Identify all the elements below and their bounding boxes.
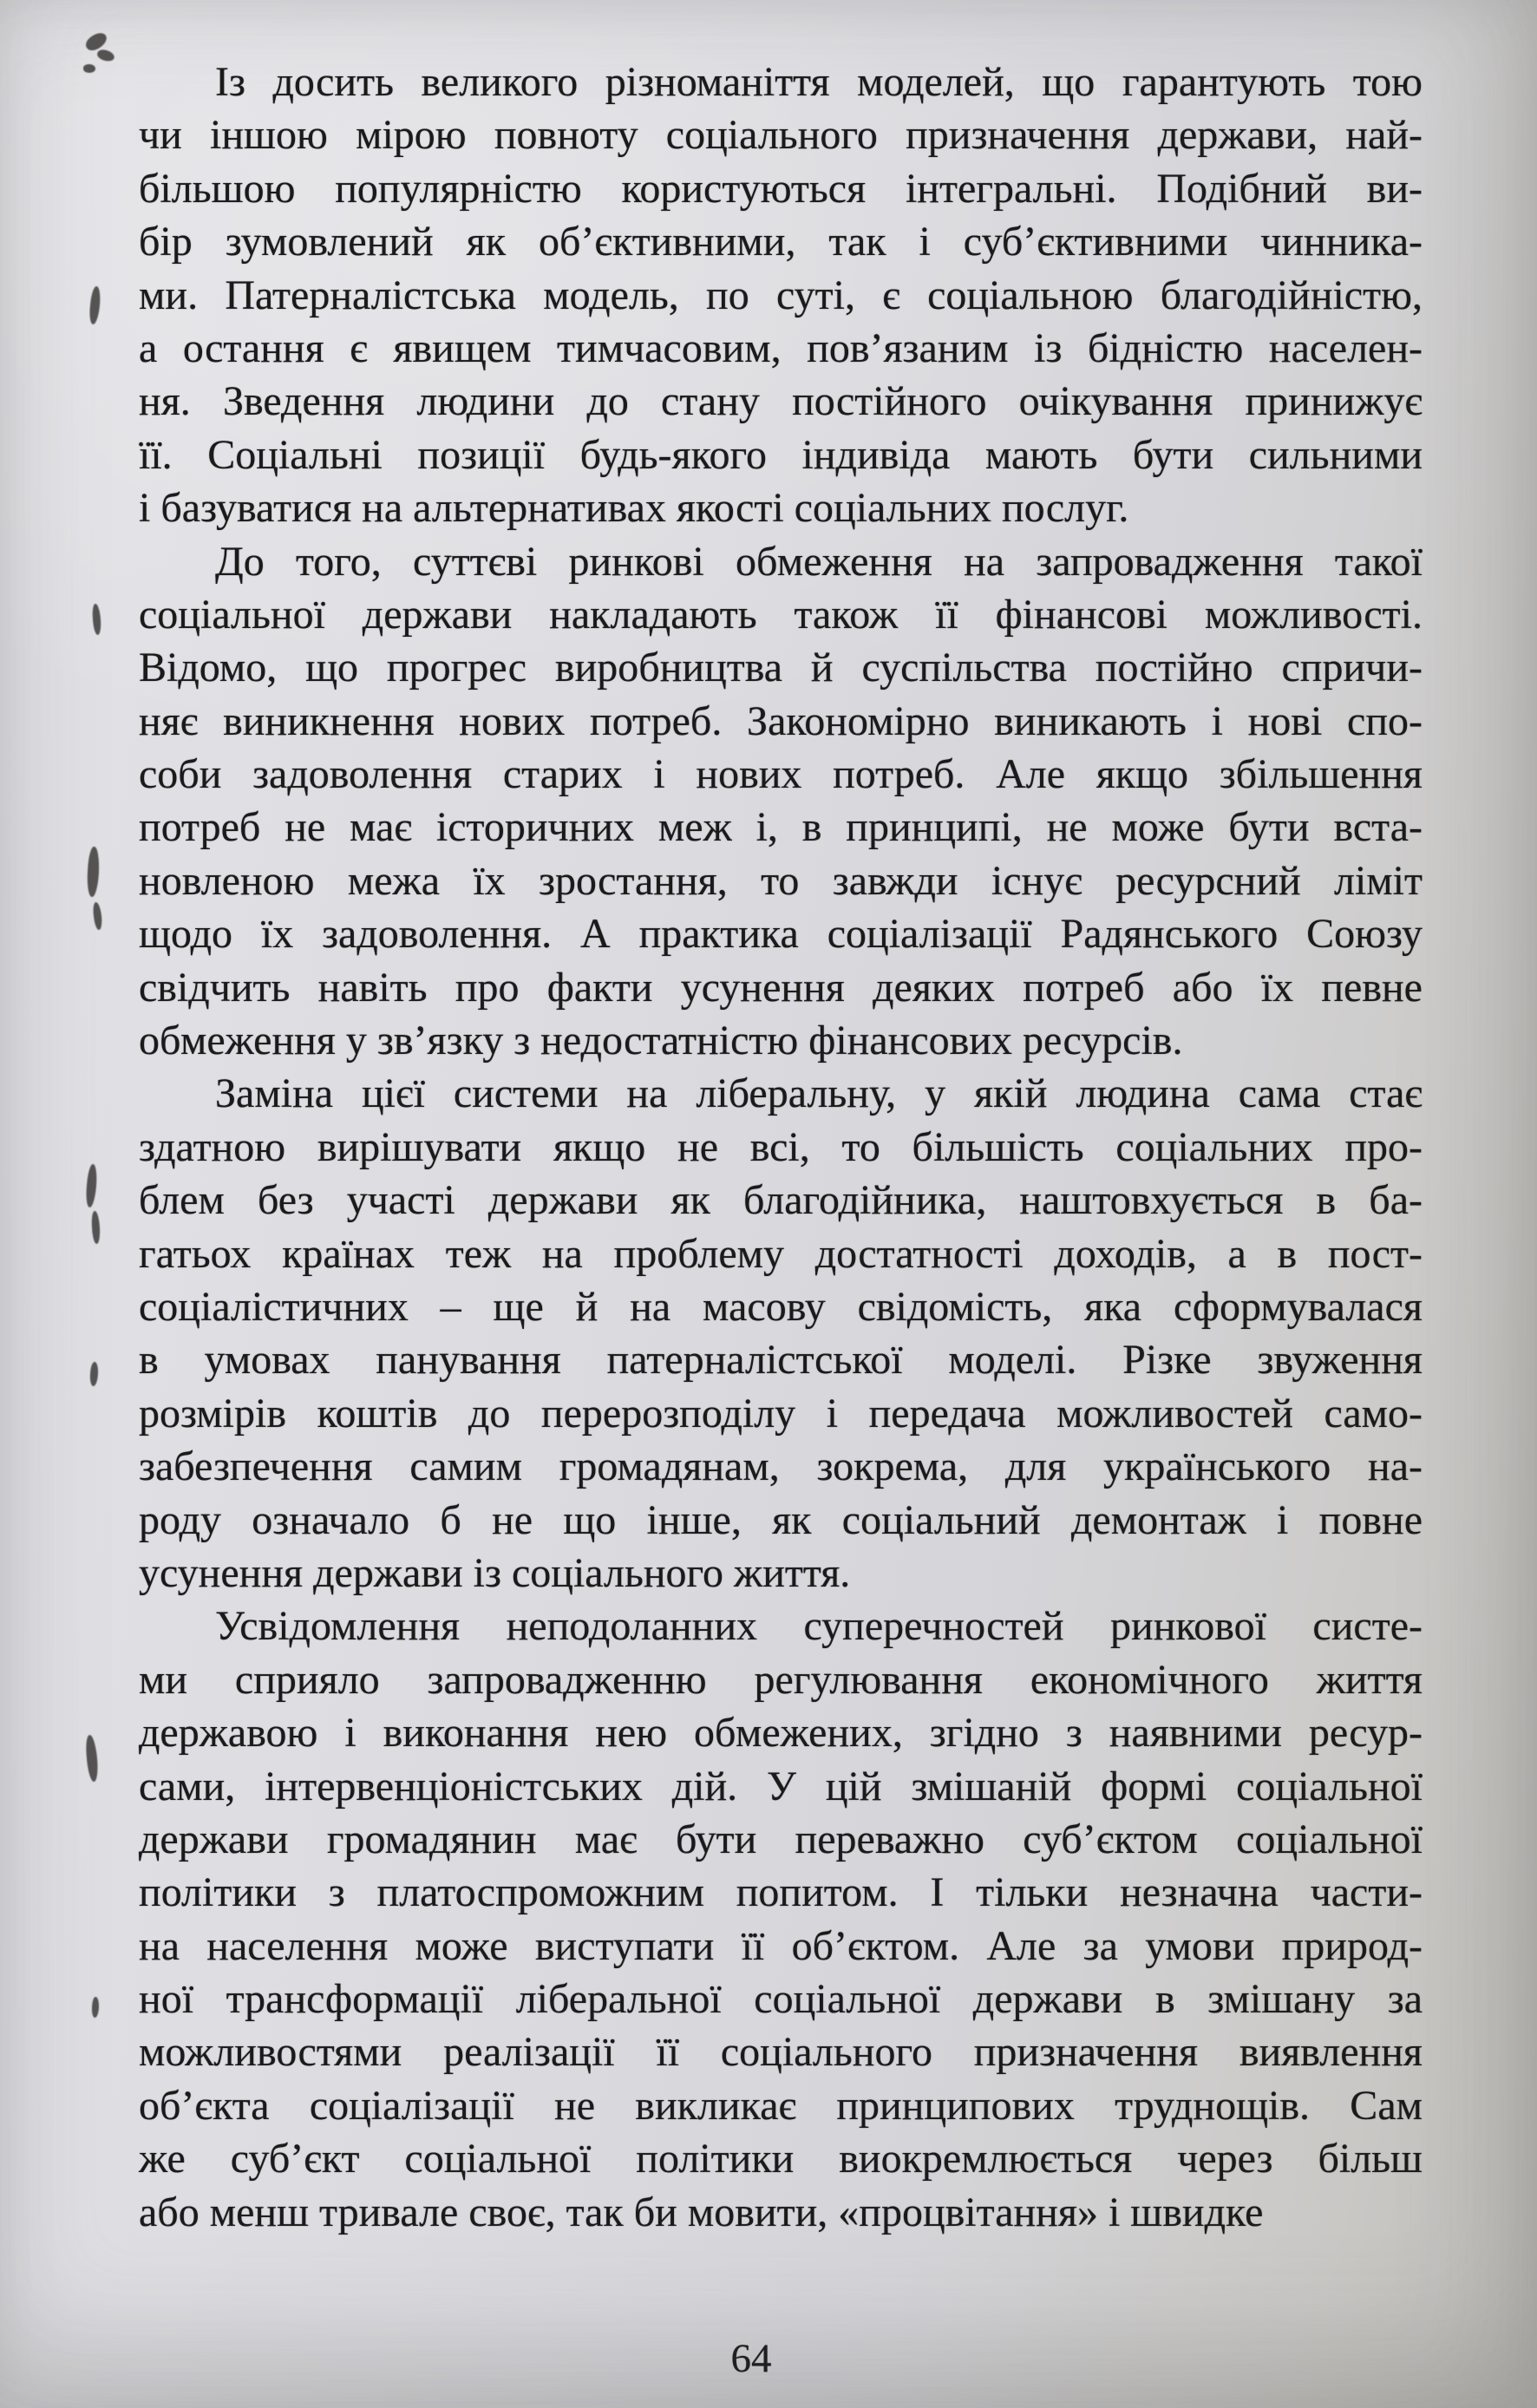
- paragraph: [139, 56, 1423, 535]
- text-line: гатьох країнах теж на проблему достатності доходів, а в пост-: [139, 1230, 1423, 1277]
- text-line: бір зумовлений як об’єктивними, так і суб’єктивними чинника-: [139, 219, 1423, 265]
- paragraph: [139, 535, 1423, 1068]
- text-line: Із досить великого різноманіття моделей, що гарантують тою: [215, 59, 1423, 105]
- text-line: потреб не має історичних меж і, в принципі, не може бути вста-: [139, 804, 1423, 851]
- scan-smudge: [92, 902, 102, 931]
- text-block: [139, 56, 1423, 2239]
- scan-smudge: [86, 847, 100, 898]
- text-line: свідчить навіть про факти усунення деяких потреб або їх певне: [139, 964, 1423, 1011]
- text-line: забезпечення самим громадянам, зокрема, для українського на-: [139, 1443, 1423, 1490]
- text-line: держави громадянин має бути переважно суб’єктом соціальної: [139, 1816, 1423, 1862]
- text-line: об’єкта соціалізації не викликає принципових труднощів. Сам: [139, 2082, 1423, 2129]
- text-line: здатною вирішувати якщо не всі, то більшість соціальних про-: [139, 1123, 1423, 1170]
- text-line: ми. Патерналістська модель, по суті, є соціальною благодійністю,: [139, 272, 1423, 318]
- text-line: обмеження у зв’язку з недостатністю фінансових ресурсів.: [139, 1018, 1183, 1064]
- scan-smudge: [92, 604, 101, 636]
- scan-smudge: [89, 1362, 99, 1387]
- text-line: на населення може виступати її об’єктом. Але за умови природ-: [139, 1922, 1423, 1969]
- text-line: і базуватися на альтернативах якості соціальних послуг.: [139, 485, 1129, 532]
- text-line: її. Соціальні позиції будь-якого індивіда мають бути сильними: [139, 431, 1423, 478]
- scan-smudge: [96, 49, 115, 63]
- scan-smudge: [83, 29, 109, 54]
- text-line: Відомо, що прогрес виробництва й суспільства постійно спричи-: [139, 645, 1423, 691]
- text-line: соціальної держави накладають також її фінансові можливості.: [139, 591, 1423, 638]
- page-number: 64: [730, 2336, 772, 2381]
- text-line: ня. Зведення людини до стану постійного очікування принижує: [139, 378, 1423, 425]
- text-line: чи іншою мірою повноту соціального призначення держави, най-: [139, 112, 1423, 159]
- text-line: Усвідомлення неподоланних суперечностей ринкової систе-: [215, 1603, 1423, 1650]
- text-line: новленою межа їх зростання, то завжди існує ресурсний ліміт: [139, 857, 1423, 904]
- scan-smudge: [88, 286, 102, 325]
- text-line: Заміна цієї системи на ліберальну, у якій людина сама стає: [215, 1070, 1423, 1117]
- text-line: в умовах панування патерналістської моделі. Різке звуження: [139, 1337, 1423, 1384]
- text-line: сами, інтервенціоністських дій. У цій змішаній формі соціальної: [139, 1763, 1423, 1809]
- text-line: ної трансформації ліберальної соціальної держави в змішану за: [139, 1976, 1423, 2023]
- paragraph: [139, 1067, 1423, 1600]
- text-line: няє виникнення нових потреб. Закономірно виникають і нові спо-: [139, 697, 1423, 744]
- text-line: соціалістичних – ще й на масову свідомість, яка сформувалася: [139, 1283, 1423, 1330]
- text-line: щодо їх задоволення. А практика соціалізації Радянського Союзу: [139, 911, 1423, 958]
- paragraph: [139, 1600, 1423, 2239]
- text-line: же суб’єкт соціальної політики виокремлюється через більш: [139, 2136, 1423, 2182]
- text-line: розмірів коштів до перерозподілу і передача можливостей само-: [139, 1390, 1423, 1436]
- text-line: а остання є явищем тимчасовим, пов’язаним із бідністю населен-: [139, 324, 1423, 371]
- text-line: або менш тривале своє, так би мовити, «процвітання» і швидке: [139, 2189, 1264, 2235]
- scan-smudge: [85, 1735, 100, 1783]
- text-line: роду означало б не що інше, як соціальний демонтаж і повне: [139, 1496, 1423, 1543]
- scan-smudge: [91, 1211, 101, 1244]
- text-line: усунення держави із соціального життя.: [139, 1549, 851, 1596]
- text-line: державою і виконання нею обмежених, згідно з наявними ресур-: [139, 1710, 1423, 1757]
- scan-smudge: [85, 1164, 98, 1208]
- scan-smudge: [91, 1997, 99, 2018]
- scan-smudge: [83, 64, 95, 73]
- text-line: соби задоволення старих і нових потреб. Але якщо збільшення: [139, 751, 1423, 798]
- text-line: можливостями реалізації її соціального призначення виявлення: [139, 2029, 1423, 2076]
- text-line: більшою популярністю користуються інтегральні. Подібний ви-: [139, 165, 1423, 212]
- text-line: ми сприяло запровадженню регулювання економічного життя: [139, 1656, 1423, 1703]
- text-line: політики з платоспроможним попитом. І тільки незначна части-: [139, 1869, 1423, 1916]
- text-line: До того, суттєві ринкові обмеження на запровадження такої: [215, 538, 1423, 585]
- text-line: блем без участі держави як благодійника, наштовхується в ба-: [139, 1177, 1423, 1224]
